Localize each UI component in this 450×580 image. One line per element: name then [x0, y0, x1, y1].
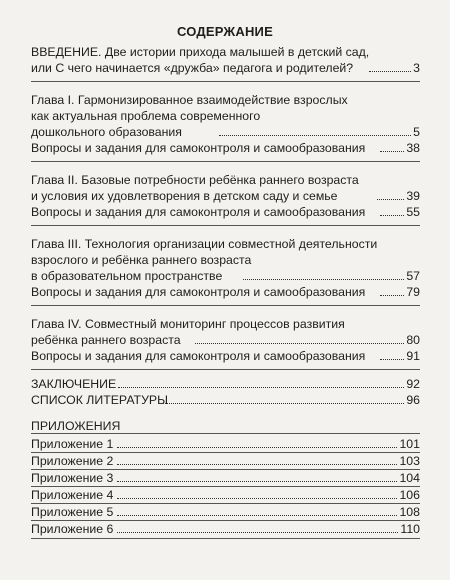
chapter2-questions-page: 55 [406, 205, 420, 219]
appendix-label: Приложение 4 [31, 488, 114, 502]
chapter3-leader [31, 268, 420, 284]
chapter1-page: 5 [413, 125, 420, 139]
appendix-leader [31, 487, 420, 503]
chapter1-questions-leader [378, 140, 420, 156]
dot-leader [118, 386, 404, 388]
chapter3-questions-page: 79 [406, 285, 420, 299]
references-label: СПИСОК ЛИТЕРАТУРЫ [31, 393, 168, 407]
divider [31, 538, 420, 539]
dot-leader [380, 358, 404, 360]
chapter1-questions-page: 38 [406, 141, 420, 155]
chapter4-questions-leader [378, 348, 420, 364]
intro-leader [367, 60, 420, 76]
appendix-page: 103 [399, 454, 420, 468]
chapter4-line-2: ребёнка раннего возраста [31, 333, 181, 347]
appendix-leader [31, 436, 420, 452]
chapter1-questions: Вопросы и задания для самоконтроля и самообразования [31, 141, 366, 155]
intro-line-1: ВВЕДЕНИЕ. Две истории прихода малышей в детский сад, [31, 45, 370, 59]
appendix-leader [31, 453, 420, 469]
appendices-heading: ПРИЛОЖЕНИЯ [31, 419, 121, 433]
chapter2-line-1: Глава II. Базовые потребности ребёнка раннего возраста [31, 173, 359, 187]
divider [31, 369, 420, 370]
dot-leader [219, 134, 411, 136]
chapter2-page: 39 [406, 189, 420, 203]
chapter1-line-2: как актуальная проблема современного [31, 109, 261, 123]
references-leader [31, 392, 420, 408]
intro-page: 3 [413, 61, 420, 75]
appendix-page: 110 [400, 522, 420, 536]
dot-leader [117, 446, 397, 448]
divider [31, 161, 420, 162]
chapter4-questions-page: 91 [406, 349, 420, 363]
dot-leader [117, 463, 397, 465]
chapter3-line-2: взрослого и ребёнка раннего возраста [31, 253, 252, 267]
conclusion-leader [31, 376, 420, 392]
dot-leader [377, 198, 404, 200]
chapter2-leader [375, 188, 420, 204]
chapter2-questions: Вопросы и задания для самоконтроля и самообразования [31, 205, 366, 219]
references-page: 96 [406, 393, 420, 407]
dot-leader [243, 278, 404, 280]
appendix-label: Приложение 5 [31, 505, 114, 519]
conclusion-label: ЗАКЛЮЧЕНИЕ [31, 377, 117, 391]
conclusion-page: 92 [406, 377, 420, 391]
appendix-label: Приложение 2 [31, 454, 114, 468]
chapter4-page: 80 [406, 333, 420, 347]
chapter3-line-1: Глава III. Технология организации совместной деятельности [31, 237, 378, 251]
chapter4-leader [31, 332, 420, 348]
chapter3-page: 57 [406, 269, 420, 283]
dot-leader [117, 497, 397, 499]
chapter2-line-2: и условия их удовлетворения в детском саду и семье [31, 189, 338, 203]
intro-line-2: или С чего начинается «дружба» педагога и родителей? [31, 61, 354, 75]
appendix-page: 101 [399, 437, 420, 451]
appendix-leader [31, 504, 420, 520]
chapter3-line-3: в образовательном пространстве [31, 269, 223, 283]
appendix-label: Приложение 3 [31, 471, 114, 485]
appendix-leader [31, 521, 420, 537]
appendix-page: 104 [399, 471, 420, 485]
appendix-page: 106 [399, 488, 420, 502]
dot-leader [369, 70, 411, 72]
dot-leader [380, 294, 404, 296]
appendix-label: Приложение 1 [31, 437, 114, 451]
appendix-page: 108 [399, 505, 420, 519]
toc-title: СОДЕРЖАНИЕ [177, 24, 273, 39]
appendix-label: Приложение 6 [31, 522, 114, 536]
appendix-leader [31, 470, 420, 486]
dot-leader [117, 531, 398, 533]
dot-leader [117, 480, 397, 482]
chapter3-questions-leader [378, 284, 420, 300]
dot-leader [380, 150, 404, 152]
divider [31, 225, 420, 226]
dot-leader [163, 402, 404, 404]
dot-leader [195, 342, 404, 344]
divider [31, 81, 420, 82]
chapter2-questions-leader [378, 204, 420, 220]
dot-leader [380, 214, 404, 216]
chapter3-questions: Вопросы и задания для самоконтроля и самообразования [31, 285, 366, 299]
chapter4-line-1: Глава IV. Совместный мониторинг процессов развития [31, 317, 345, 331]
chapter4-questions: Вопросы и задания для самоконтроля и самообразования [31, 349, 366, 363]
divider [31, 433, 420, 434]
chapter1-line-3: дошкольного образования [31, 125, 182, 139]
chapter1-line-1: Глава I. Гармонизированное взаимодействие взрослых [31, 93, 348, 107]
dot-leader [117, 514, 397, 516]
chapter1-leader [31, 124, 420, 140]
divider [31, 305, 420, 306]
